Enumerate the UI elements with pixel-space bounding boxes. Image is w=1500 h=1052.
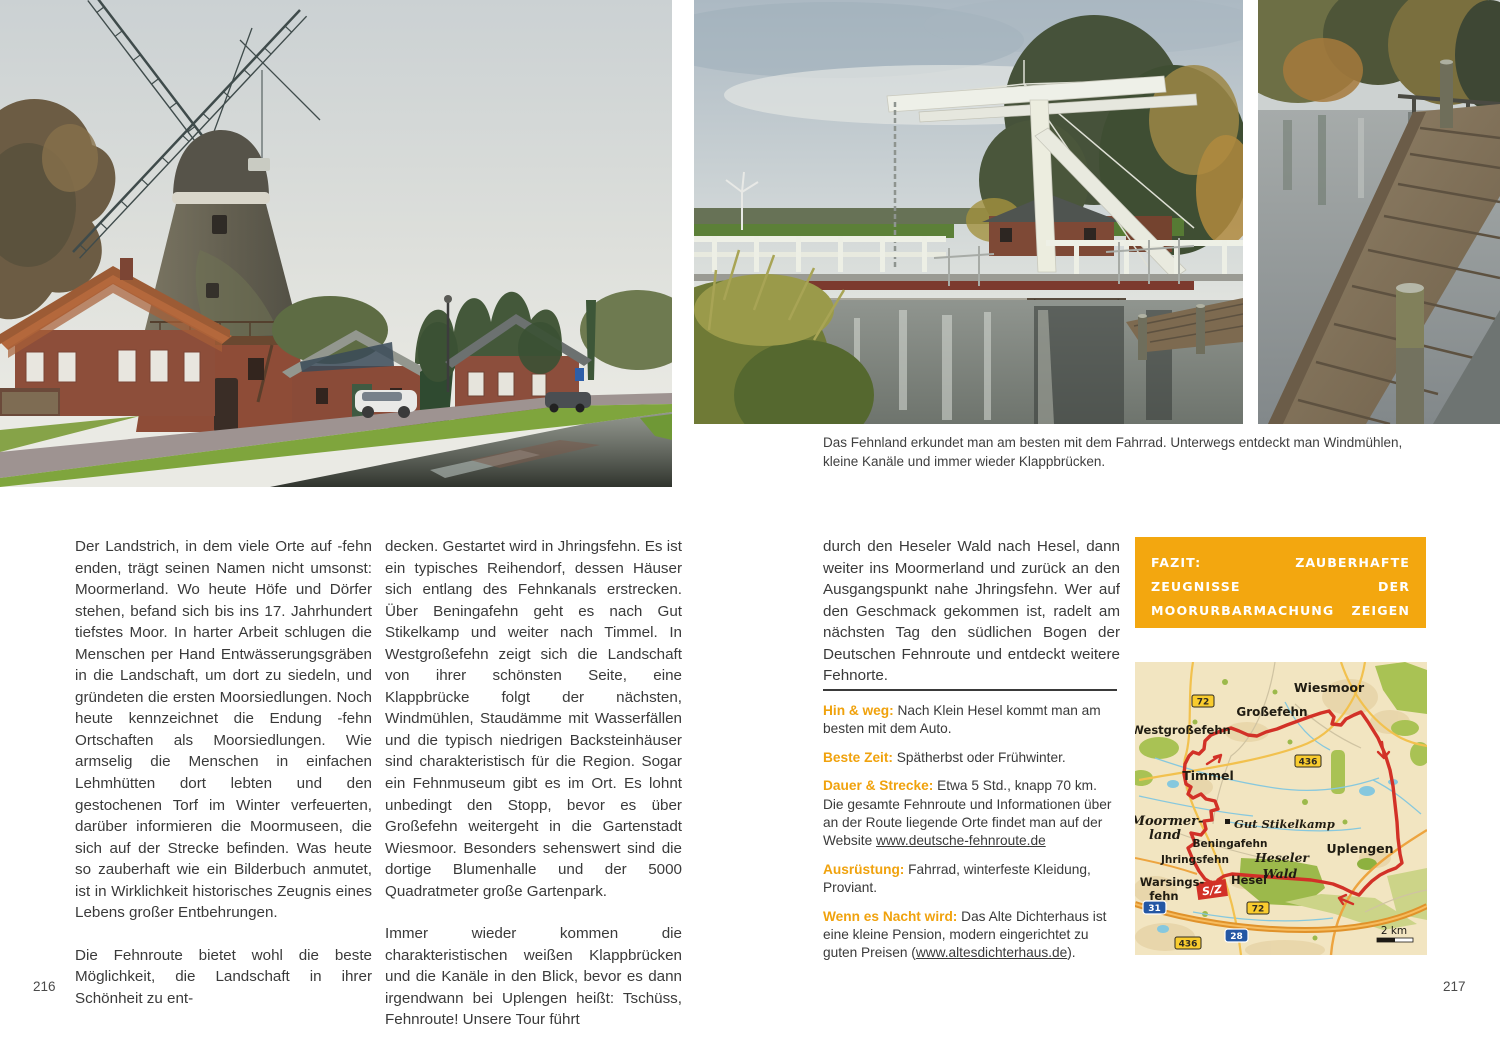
dichterhaus-link[interactable]: www.altesdichterhaus.de [915,945,1068,961]
article-column-3 [823,536,1120,708]
gut-stikelkamp-marker [1225,819,1230,824]
info-label: Wenn es Nacht wird: [823,908,958,924]
page-number-right: 217 [1443,979,1466,994]
windmill-village-illustration [0,0,672,487]
paragraph: Der Landstrich, in dem viele Orte auf -fehn enden, trägt seinen Namen nicht umsonst: Moormerland. Wo heute Höfe und Dörfer stehen, befand sich bis ins 17. Jahrhundert tiefstes Moor. In harter Arbeit schlugen die Menschen per Hand Entwässerungsgräben in die Landschaft, um dort zu siedeln, und gründeten die ersten Moorsiedlungen. Noch heute kennzeichnet die Endung -fehn Ortschaften als Moorsiedlungen. Wie armselig die Menschen in einfachen Lehmhütten dort lebten und den gestochenen Torf im Winter verfeuerten, darüber informieren die Moormuseen, die sich auf der Strecke befinden. Was heute so zauberhaft wie ein Bilderbuch anmutet, ist in Wirklichkeit historisches Zeugnis eines Lebens großer Entbehrungen. [75,538,372,922]
article-column-1 [75,536,372,1030]
photo-wooden-jetty [1258,0,1500,424]
label-hesel: Hesel [1230,873,1268,887]
info-label: Hin & weg: [823,703,894,718]
label-heseler-wald-1: Heseler [1254,850,1310,865]
mooring-post-small [1440,62,1453,128]
photo-drawbridge [694,0,1243,424]
shield-a31: 31 [1148,904,1161,914]
start-badge-label: S/Z [1201,882,1223,899]
shield-72-north: 72 [1196,697,1210,708]
info-block [823,702,1120,973]
info-item-best-time [823,749,1120,767]
scale-label: 2 km [1380,925,1408,937]
label-jhringsfehn: Jhringsfehn [1160,854,1230,866]
paragraph: decken. Gestartet wird in Jhringsfehn. Es ist ein typisches Reihendorf, dessen Häuser sich entlang des Fehnkanals erstrecken. Über Beningafehn geht es nach Gut Stikelkamp und weiter nach Timmel. In Westgroßefehn zeigt sich die Landschaft von ihrer schönsten Seite, eine Klappbrücke folgt der nächsten, Windmühlen, Staudämme mit Wasserfällen und die typisch niedrigen Backsteinhäuser sind charakteristisch für die Region. Sogar ein Fehnmuseum gibt es im Ort. Es lohnt unbedingt den Stopp, bevor es über Großefehn weitergeht in die Gartenstadt Wiesmoor. Besonders sehenswert sind die dortige Blumenhalle und der 5000 Quadratmeter große Gartenpark. [385,538,682,900]
fehnroute-link[interactable]: www.deutsche-fehnroute.de [876,833,1046,849]
info-text: Fahrrad, winterfeste Kleidung, Proviant. [823,861,1091,896]
info-text: Etwa 5 Std., knapp 70 km. Die gesamte Fehnroute und Informationen über an der Route liegende Orte findet man auf der Website [823,778,1112,849]
shield-a28: 28 [1230,932,1243,942]
fazit-box: FAZIT: ZAUBERHAFTE ZEUGNISSE DER MOORURBARMACHUNG ZEIGEN SICH AUF DIESER RADTOUR. [1135,537,1426,628]
info-text: Das Alte Dichterhaus ist eine kleine Pension, modern eingerichtet zu guten Preisen ( [823,908,1107,961]
label-heseler-wald-2: Wald [1262,866,1298,881]
paragraph: Die Fehnroute bietet wohl die beste Möglichkeit, die Landschaft in ihrer Schönheit zu ent- [75,946,372,1007]
info-text: Nach Klein Hesel kommt man am besten mit dem Auto. [823,703,1101,737]
info-divider [823,689,1117,691]
drawbridge-illustration [694,0,1243,424]
shield-72-south: 72 [1251,904,1265,915]
info-label: Dauer & Strecke: [823,778,934,794]
page-number-left: 216 [33,979,56,994]
shield-436-south: 436 [1178,939,1198,950]
label-timmel: Timmel [1182,768,1234,783]
photo-caption: Das Fehnland erkundet man am besten mit dem Fahrrad. Unterwegs entdeckt man Windmühlen, kleine Kanäle und immer wieder Klappbrücken. [823,435,1403,469]
paragraph: Immer wieder kommen die charakteristischen weißen Klappbrücken und die Kanäle in den Blick, bevor es dann irgendwann bei Uplengen heißt: Tschüss, Fehnroute! Unsere Tour führt [385,925,682,1029]
label-uplengen: Uplengen [1326,841,1394,856]
info-item-duration-distance [823,777,1120,851]
label-moormerland-1: Moormer- [1135,814,1204,829]
info-item-equipment [823,861,1120,898]
label-moormerland-2: land [1149,828,1181,843]
photo-windmill-village [0,0,672,487]
info-label: Beste Zeit: [823,749,893,765]
label-warsingsfehn-1: Warsings- [1139,875,1205,889]
grass-bank [694,224,954,238]
info-item-overnight [823,908,1120,963]
jetty-illustration [1258,0,1500,424]
road-sign [575,368,584,381]
paragraph: durch den Heseler Wald nach Hesel, dann weiter ins Moormerland und zurück an den Ausgangspunkt nahe Jhringsfehn. Wer auf den Geschmack gekommen ist, radelt am nächsten Tag den südlichen Bogen der Deutschen Fehnroute und entdeckt weitere Fehnorte. [823,538,1120,685]
info-text: Spätherbst oder Frühwinter. [892,749,1066,765]
article-column-2 [385,536,682,1052]
route-map [1135,662,1427,955]
label-warsingsfehn-2: fehn [1149,889,1179,903]
info-label: Ausrüstung: [823,861,905,877]
route-map-illustration [1135,662,1427,955]
label-wiesmoor: Wiesmoor [1293,680,1365,695]
label-grossefehn: Großefehn [1236,705,1308,719]
label-beningafehn: Beningafehn [1192,838,1268,850]
shield-436-mid: 436 [1298,757,1318,768]
label-westgrossefehn: Westgroßefehn [1135,723,1231,737]
info-text: ). [1067,945,1076,961]
label-gut-stikelkamp: Gut Stikelkamp [1234,817,1335,831]
info-item-getting-there [823,702,1120,739]
